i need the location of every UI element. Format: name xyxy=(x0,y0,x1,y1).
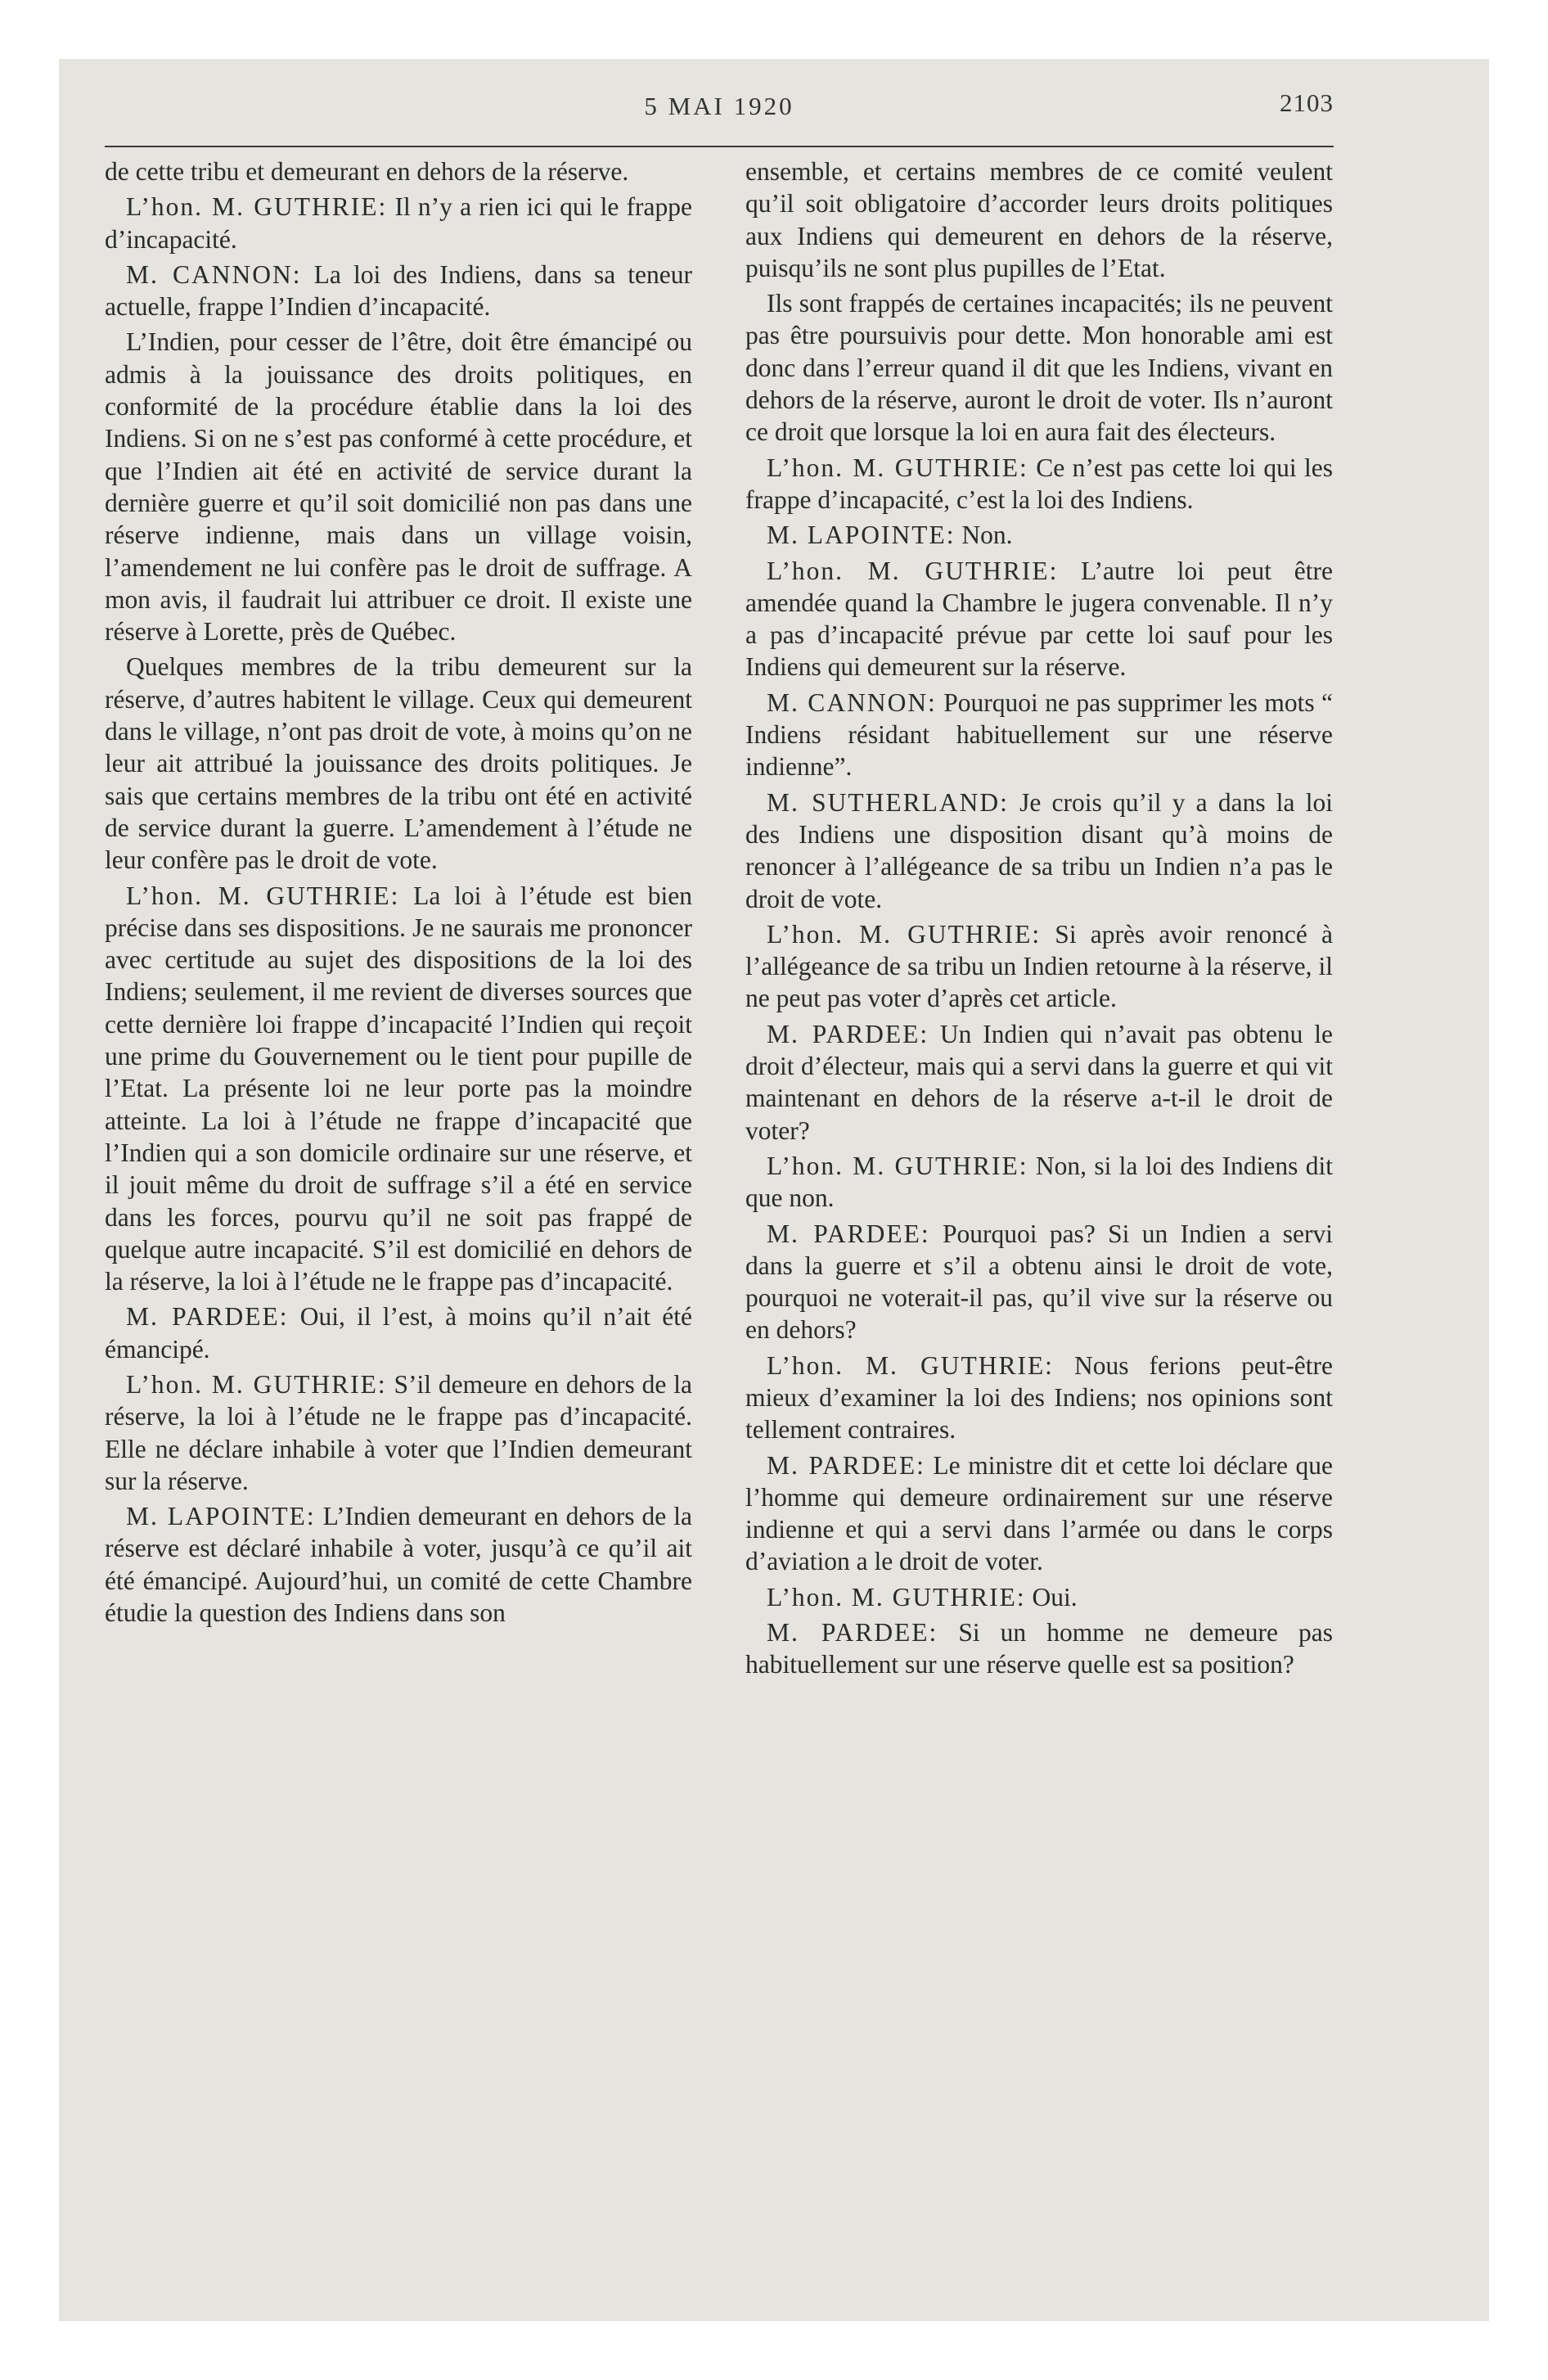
speaker-name: M. LAPOINTE: xyxy=(767,521,956,550)
paragraph: de cette tribu et demeurant en dehors de la réserve. xyxy=(105,157,629,186)
speaker-name: L’hon. M. GUTHRIE: xyxy=(767,556,1059,585)
paragraph: L’hon. M. GUTHRIE: Non, si la loi des Indiens dit que non. xyxy=(745,1151,1333,1213)
speaker-name: M. PARDEE: xyxy=(767,1450,925,1480)
speaker-name: M. PARDEE: xyxy=(767,1019,929,1048)
paragraph: L’hon. M. GUTHRIE: Ce n’est pas cette loi qui les frappe d’incapacité, c’est la loi des Indiens. xyxy=(745,453,1334,514)
paragraph: M. PARDEE: Le ministre dit et cette loi déclare que l’homme qui demeure ordinairement sur une réserve indienne et qui a servi dans l’armée ou dans le corps d’aviation a le droit de voter. xyxy=(745,1450,1333,1576)
paragraph: L’hon. M. GUTHRIE: La loi à l’étude est bien précise dans ses dispositions. Je ne saurais me prononcer avec certitude au sujet des dispositions de la loi des Indiens; seulement, il me revient de diverses sources que cette dernière loi frappe d’incapacité l’Indien qui reçoit une prime du Gouvernement ou le tient pour pupille de l’Etat. La présente loi ne leur porte pas la moindre atteinte. La loi à l’étude ne frappe d’incapacité que l’Indien qui a son domicile ordinaire sur une réserve, et il jouit même du droit de suffrage s’il a été en service dans les forces, pourvu qu’il ne soit pas frappé de quelque autre incapacité. S’il est domicilié en dehors de la réserve, la loi à l’étude ne le frappe pas d’incapacité. xyxy=(105,881,693,1296)
paragraph: Quelques membres de la tribu demeurent sur la réserve, d’autres habitent le village. Ceux qui demeurent dans le village, n’ont pas droit de vote, à moins qu’on ne leur ait attribué la jouissance des droits politiques. Je sais que certains membres de la tribu ont été en activité de service durant la guerre. L’amendement à l’étude ne leur confère pas le droit de vote. xyxy=(105,652,692,875)
speaker-name: L’hon. M. GUTHRIE: xyxy=(767,1151,1028,1180)
paragraph: M. PARDEE: Oui, il l’est, à moins qu’il n’ait été émancipé. xyxy=(105,1302,692,1364)
paragraph: M. CANNON: La loi des Indiens, dans sa teneur actuelle, frappe l’Indien d’incapacité. xyxy=(105,259,692,322)
speaker-name: L’hon. M. GUTHRIE: xyxy=(126,881,400,910)
paragraph: M. PARDEE: Si un homme ne demeure pas habituellement sur une réserve quelle est sa position? xyxy=(745,1618,1333,1679)
paragraph: L’hon. M. GUTHRIE: Si après avoir renoncé à l’allégeance de sa tribu un Indien retourne à la réserve, il ne peut pas voter d’après cet article. xyxy=(745,919,1334,1013)
page-header xyxy=(105,82,1334,131)
speaker-name: L’hon. M. GUTHRIE: xyxy=(767,453,1028,482)
header-date: 5 MAI 1920 xyxy=(644,92,794,120)
paragraph: M. LAPOINTE: Non. xyxy=(767,521,1013,550)
left-column xyxy=(105,156,692,1632)
speaker-name: L’hon. M. GUTHRIE: xyxy=(126,1369,387,1399)
speaker-name: M. CANNON: xyxy=(767,687,937,717)
speaker-name: L’hon. M. GUTHRIE: xyxy=(767,1350,1054,1380)
header-rule xyxy=(105,146,1334,147)
paragraph: Ils sont frappés de certaines incapacités; ils ne peuvent pas être poursuivis pour dette. Mon honorable ami est donc dans l’erreur quand il dit que les Indiens, vivant en dehors de la réserve, auront le droit de voter. Ils n’auront ce droit que lorsque la loi en aura fait des électeurs. xyxy=(745,289,1333,447)
right-column xyxy=(745,156,1333,1684)
paragraph: M. PARDEE: Pourquoi pas? Si un Indien a servi dans la guerre et s’il a obtenu ainsi le droit de vote, pourquoi ne voterait-il pas, qu’il vive sur la réserve ou en dehors? xyxy=(745,1219,1334,1345)
paragraph: M. SUTHERLAND: Je crois qu’il y a dans la loi des Indiens une disposition disant qu’à moins de renoncer à l’allégeance de sa tribu un Indien n’a pas le droit de vote. xyxy=(745,787,1334,913)
paragraph: L’hon. M. GUTHRIE: Oui. xyxy=(767,1582,1078,1611)
speaker-name: M. LAPOINTE: xyxy=(126,1502,316,1531)
speaker-name: M. SUTHERLAND: xyxy=(767,787,1009,817)
speaker-name: M. PARDEE: xyxy=(767,1618,938,1648)
paragraph: L’hon. M. GUTHRIE: Il n’y a rien ici qui le frappe d’incapacité. xyxy=(105,192,693,254)
paragraph: L’hon. M. GUTHRIE: S’il demeure en dehors de la réserve, la loi à l’étude ne le frappe pas d’incapacité. Elle ne déclare inhabile à voter que l’Indien demeurant sur la réserve. xyxy=(105,1369,693,1495)
page-number: 2103 xyxy=(1280,88,1334,117)
paragraph: M. LAPOINTE: L’Indien demeurant en dehors de la réserve est déclaré inhabile à voter, jusqu’à ce qu’il ait été émancipé. Aujourd’hui, un comité de cette Chambre étudie la question des Indiens dans son xyxy=(105,1502,692,1628)
speaker-name: M. CANNON: xyxy=(126,259,302,289)
speaker-name: M. PARDEE: xyxy=(767,1219,930,1248)
paragraph: L’hon. M. GUTHRIE: L’autre loi peut être amendée quand la Chambre le jugera convenable. Il n’y a pas d’incapacité prévue par cette loi sauf pour les Indiens qui demeurent sur la réserve. xyxy=(745,556,1333,682)
paragraph: ensemble, et certains membres de ce comité veulent qu’il soit obligatoire d’accorder leurs droits politiques aux Indiens qui demeurent en dehors de la réserve, puisqu’ils ne sont plus pupilles de l’Etat. xyxy=(745,157,1333,282)
speaker-name: M. PARDEE: xyxy=(126,1302,289,1332)
paragraph: M. PARDEE: Un Indien qui n’avait pas obtenu le droit d’électeur, mais qui a servi dans la guerre et qui vit maintenant en dehors de la réserve a-t-il le droit de voter? xyxy=(745,1019,1333,1145)
speaker-name: L’hon. M. GUTHRIE: xyxy=(767,919,1042,949)
paragraph: L’hon. M. GUTHRIE: Nous ferions peut-être mieux d’examiner la loi des Indiens; nos opinions sont tellement contraires. xyxy=(745,1350,1334,1445)
paragraph: L’Indien, pour cesser de l’être, doit être émancipé ou admis à la jouissance des droits politiques, en conformité de la procédure établie dans la loi des Indiens. Si on ne s’est pas conformé à cette procédure, et que l’Indien ait été en activité de service durant la dernière guerre et qu’il soit domicilié non pas dans une réserve indienne, mais dans un village voisin, l’amendement ne lui confère pas le droit de suffrage. A mon avis, il faudrait lui attribuer ce droit. Il existe une réserve à Lorette, près de Québec. xyxy=(105,327,692,647)
speaker-name: L’hon. M. GUTHRIE: xyxy=(126,192,388,222)
paragraph: M. CANNON: Pourquoi ne pas supprimer les mots “ Indiens résidant habituellement sur une réserve indienne”. xyxy=(745,687,1334,782)
speaker-name: L’hon. M. GUTHRIE: xyxy=(767,1582,1026,1611)
